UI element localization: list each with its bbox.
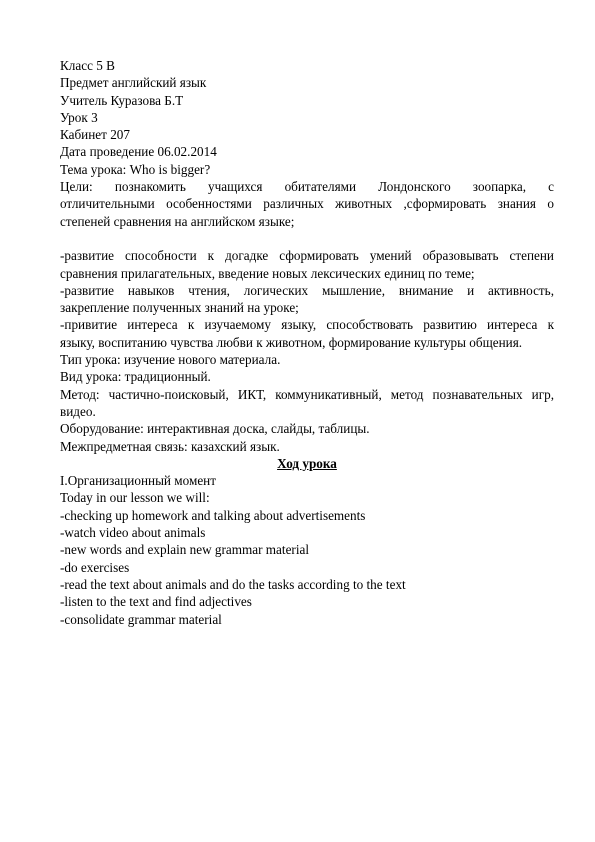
goals-line-2: отличительными особенностями различных животных ,сформировать знания о [60, 196, 554, 212]
method-line-1: Метод: частично-поисковый, ИКТ, коммуникативный, метод познавательных игр, [60, 386, 554, 402]
plan-list [60, 507, 554, 628]
list-item: -consolidate grammar material [60, 611, 222, 627]
interdisciplinary-line: Межпредметная связь: казахский язык. [60, 438, 280, 454]
goals-line-1: Цели: познакомить учащихся обитателями Лондонского зоопарка, с [60, 179, 554, 195]
subject-line: Предмет английский язык [60, 75, 207, 91]
teacher-line: Учитель Куразова Б.Т [60, 92, 184, 108]
development-line-3: -развитие навыков чтения, логических мышление, внимание и активность, [60, 282, 554, 298]
list-item: -do exercises [60, 559, 130, 575]
class-line: Класс 5 В [60, 58, 115, 73]
blank-line [60, 230, 554, 247]
list-item: -watch video about animals [60, 525, 206, 541]
section-title: I.Организационный момент [60, 473, 216, 489]
section-intro: Today in our lesson we will: [60, 490, 210, 506]
list-item: -read the text about animals and do the tasks according to the text [60, 576, 406, 592]
development-line-6: языку, воспитанию чувства любви к животном, формирование культуры общения. [60, 334, 523, 350]
topic-line: Тема урока: Who is bigger? [60, 161, 211, 177]
course-heading: Ход урока [277, 455, 337, 471]
goals-line-3: степеней сравнения на английском языке; [60, 213, 295, 229]
date-line: Дата проведение 06.02.2014 [60, 144, 217, 160]
lesson-kind-line: Вид урока: традиционный. [60, 369, 211, 385]
list-item: -new words and explain new grammar material [60, 542, 310, 558]
development-line-5: -привитие интереса к изучаемому языку, способствовать развитию интереса к [60, 317, 554, 333]
lesson-type-line: Тип урока: изучение нового материала. [60, 352, 281, 368]
list-item: -checking up homework and talking about advertisements [60, 507, 366, 523]
method-line-2: видео. [60, 403, 96, 419]
room-line: Кабинет 207 [60, 127, 130, 143]
development-line-1: -развитие способности к догадке сформировать умений образовывать степени [60, 248, 554, 264]
list-item: -listen to the text and find adjectives [60, 594, 252, 610]
development-line-4: закрепление полученных знаний на уроке; [60, 300, 299, 316]
equipment-line: Оборудование: интерактивная доска, слайды, таблицы. [60, 421, 370, 437]
lesson-line: Урок 3 [60, 109, 98, 125]
development-line-2: сравнения прилагательных, введение новых лексических единиц по теме; [60, 265, 475, 281]
document-page [60, 57, 554, 628]
